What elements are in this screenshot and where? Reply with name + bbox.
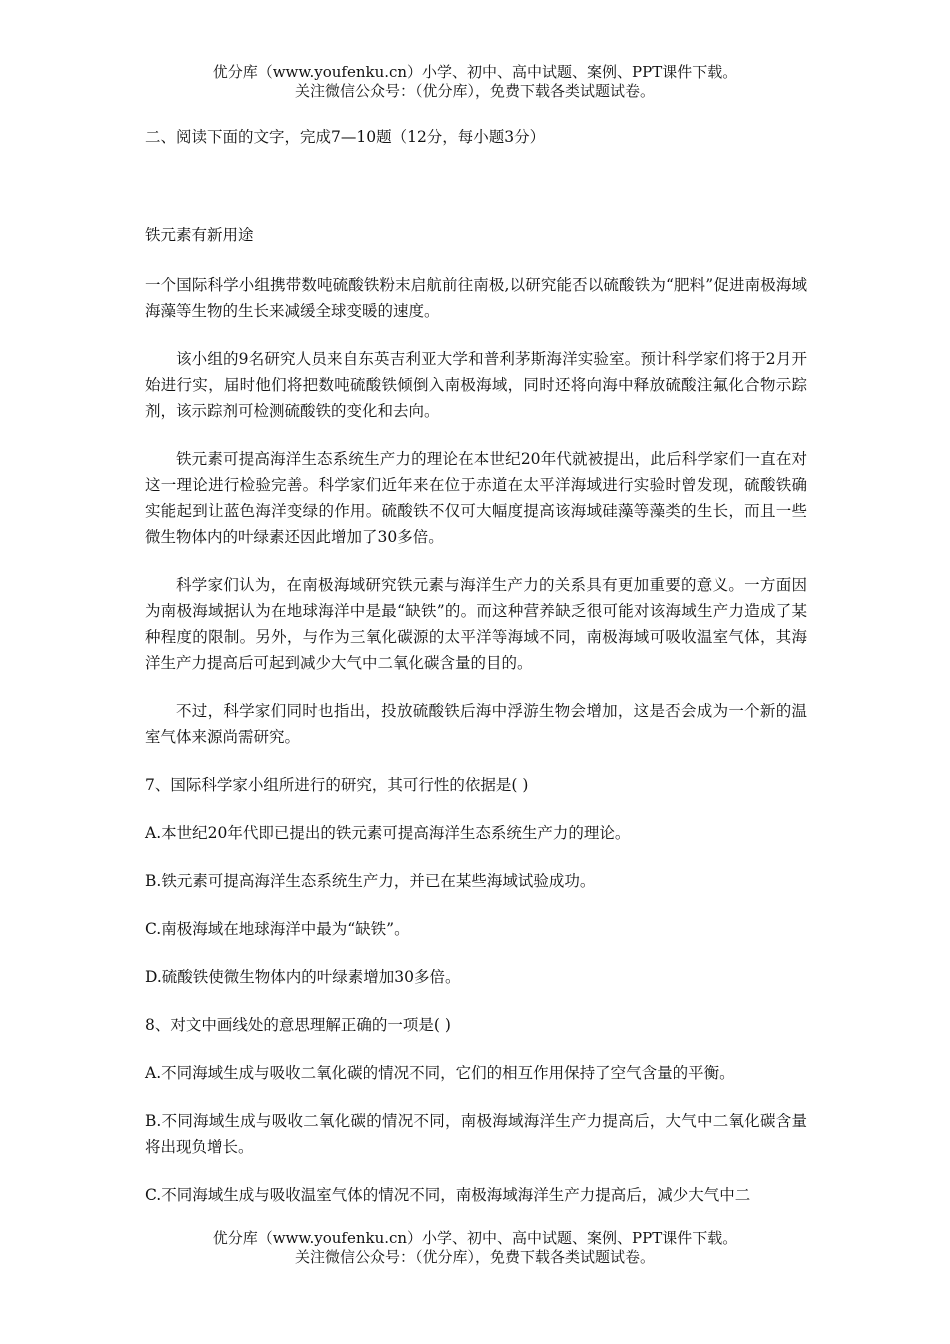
question-8-option-b: B.不同海域生成与吸收二氧化碳的情况不同，南极海域海洋生产力提高后，大气中二氧化碳含量将出现负增长。 [145,1112,807,1156]
header-line-2: 关注微信公众号：（优分库），免费下载各类试题试卷。 [294,82,655,100]
question-7-stem: 7、国际科学家小组所进行的研究，其可行性的依据是( ) [145,776,529,794]
document-body [145,124,807,1230]
question-8-option-c: C.不同海域生成与吸收温室气体的情况不同，南极海域海洋生产力提高后，减少大气中二 [145,1186,751,1204]
question-7-option-b: B.铁元素可提高海洋生态系统生产力，并已在某些海域试验成功。 [145,872,596,890]
footer-line-2: 关注微信公众号：（优分库），免费下载各类试题试卷。 [294,1248,655,1266]
article-paragraph-3: 铁元素可提高海洋生态系统生产力的理论在本世纪20年代就被提出，此后科学家们一直在对这一理论进行检验完善。科学家们近年来在位于赤道在太平洋海域进行实验时曾发现，硫酸铁确实能起到让蓝色海洋变绿的作用。硫酸铁不仅可大幅度提高该海域硅藻等藻类的生长，而且一些微生物体内的叶绿素还因此增加了30多倍。 [145,450,807,546]
article-paragraph-2: 该小组的9名研究人员来自东英吉利亚大学和普利茅斯海洋实验室。预计科学家们将于2月开始进行实，届时他们将把数吨硫酸铁倾倒入南极海域，同时还将向海中释放硫酸注氟化合物示踪剂，该示踪剂可检测硫酸铁的变化和去向。 [145,350,807,420]
article-paragraph-4: 科学家们认为，在南极海域研究铁元素与海洋生产力的关系具有更加重要的意义。一方面因为南极海域据认为在地球海洋中是最“缺铁”的。而这种营养缺乏很可能对该海域生产力造成了某种程度的限制。另外，与作为三氧化碳源的太平洋等海域不同，南极海域可吸收温室气体，其海洋生产力提高后可起到减少大气中二氧化碳含量的目的。 [145,576,807,672]
question-8-option-a: A.不同海域生成与吸收二氧化碳的情况不同，它们的相互作用保持了空气含量的平衡。 [145,1064,735,1082]
question-7-option-a: A.本世纪20年代即已提出的铁元素可提高海洋生态系统生产力的理论。 [145,824,631,842]
question-7-option-c: C.南极海域在地球海洋中最为“缺铁”。 [145,920,410,938]
page-header [0,63,950,101]
article-paragraph-5: 不过，科学家们同时也指出，投放硫酸铁后海中浮游生物会增加，这是否会成为一个新的温室气体来源尚需研究。 [145,702,807,746]
article-title: 铁元素有新用途 [145,226,254,244]
page-footer [0,1229,950,1267]
section-heading: 二、阅读下面的文字，完成7—10题（12分，每小题3分） [145,128,546,146]
question-8-stem: 8、对文中画线处的意思理解正确的一项是( ) [145,1016,451,1034]
question-7-option-d: D.硫酸铁使微生物体内的叶绿素增加30多倍。 [145,968,461,986]
article-paragraph-1: 一个国际科学小组携带数吨硫酸铁粉末启航前往南极,以研究能否以硫酸铁为“肥料”促进南极海域海藻等生物的生长来减缓全球变暖的速度。 [145,276,807,320]
header-line-1: 优分库（www.youfenku.cn）小学、初中、高中试题、案例、PPT课件下载。 [212,63,738,81]
footer-line-1: 优分库（www.youfenku.cn）小学、初中、高中试题、案例、PPT课件下载。 [212,1229,738,1247]
